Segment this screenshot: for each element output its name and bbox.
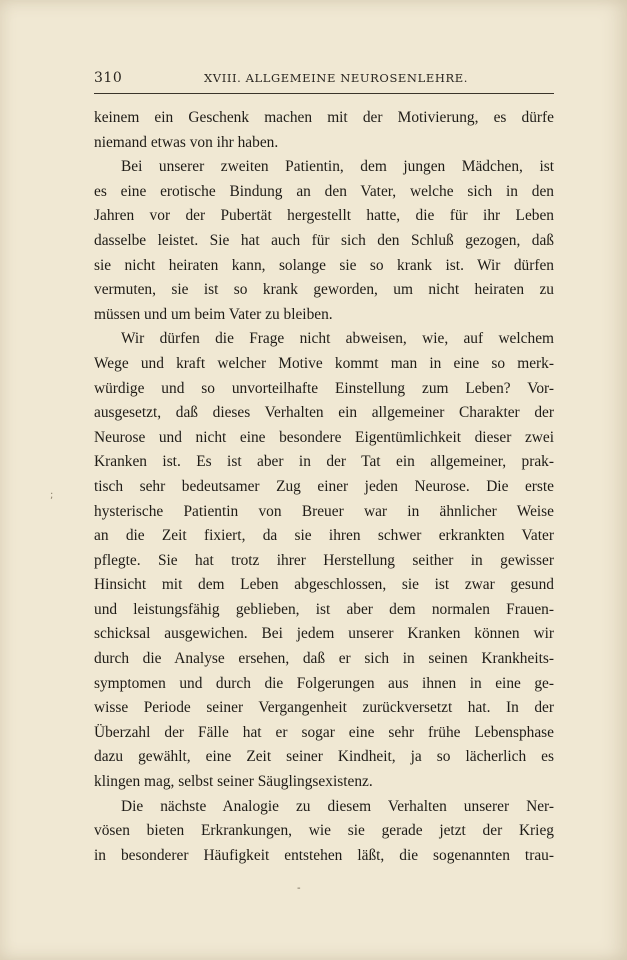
text-line: klingen mag, selbst seiner Säuglingsexistenz. — [94, 773, 373, 791]
text-line: tisch sehr bedeutsamer Zug einer jeden Neurose. Die erste — [94, 477, 554, 495]
text-line: Die nächste Analogie zu diesem Verhalten unserer Ner- — [121, 797, 554, 815]
text-line: und leistungsfähig geblieben, ist aber dem normalen Frauen- — [94, 600, 554, 618]
text-line: würdige und so unvorteilhafte Einstellung zum Leben? Vor- — [94, 379, 554, 397]
text-line: symptomen und durch die Folgerungen aus ihnen in eine ge- — [94, 674, 554, 692]
text-line: Wege und kraft welcher Motive kommt man in eine so merk- — [94, 354, 554, 372]
text-line: durch die Analyse ersehen, daß er sich in seinen Krankheits- — [94, 650, 554, 668]
text-line: vösen bieten Erkrankungen, wie sie gerade jetzt der Krieg — [94, 822, 554, 840]
text-line: Jahren vor der Pubertät hergestellt hatte, die für ihr Leben — [94, 207, 554, 225]
text-line: niemand etwas von ihr haben. — [94, 133, 279, 151]
page-number: 310 — [94, 70, 123, 86]
text-line: schicksal ausgewichen. Bei jedem unserer Kranken können wir — [94, 625, 554, 643]
text-line: es eine erotische Bindung an den Vater, welche sich in den — [94, 182, 554, 200]
margin-mark: ; — [50, 490, 54, 501]
text-line: keinem ein Geschenk machen mit der Motivierung, es dürfe — [94, 109, 554, 126]
text-line: Neurose und nicht eine besondere Eigentümlichkeit dieser zwei — [94, 428, 554, 446]
text-line: pflegte. Sie hat trotz ihrer Herstellung seither in gewisser — [94, 551, 554, 569]
text-line: sie nicht heiraten kann, solange sie so krank ist. Wir dürfen — [94, 256, 554, 274]
body-text — [94, 106, 554, 868]
text-line: ausgesetzt, daß dieses Verhalten ein allgemeiner Charakter der — [94, 404, 554, 422]
text-line: dasselbe leistet. Sie hat auch für sich den Schluß gezogen, daß — [94, 231, 554, 249]
text-line: müssen und um beim Vater zu bleiben. — [94, 305, 333, 323]
text-line: Bei unserer zweiten Patientin, dem jungen Mädchen, ist — [121, 158, 554, 176]
bottom-mark: - — [297, 883, 301, 894]
text-line: Hinsicht mit dem Leben abgeschlossen, sie ist zwar gesund — [94, 576, 554, 594]
page-header — [94, 70, 554, 88]
text-line: Wir dürfen die Frage nicht abweisen, wie, auf welchem — [121, 330, 554, 348]
text-line: hysterische Patientin von Breuer war in ähnlicher Weise — [94, 502, 554, 520]
text-line: an die Zeit fixiert, da sie ihren schwer erkrankten Vater — [94, 527, 554, 545]
text-line: dazu gewählt, eine Zeit seiner Kindheit, ja so lächerlich es — [94, 748, 554, 766]
text-line: in besonderer Häufigkeit entstehen läßt, die sogenannten trau- — [94, 846, 554, 864]
text-line: vermuten, sie ist so krank geworden, um nicht heiraten zu — [94, 281, 554, 299]
header-rule — [94, 93, 554, 94]
text-line: Kranken ist. Es ist aber in der Tat ein allgemeiner, prak- — [94, 453, 554, 471]
running-head: XVIII. ALLGEMEINE NEUROSENLEHRE. — [204, 71, 468, 85]
text-line: wisse Periode seiner Vergangenheit zurückversetzt hat. In der — [94, 699, 554, 717]
text-line: Überzahl der Fälle hat er sogar eine sehr frühe Lebensphase — [94, 723, 554, 741]
